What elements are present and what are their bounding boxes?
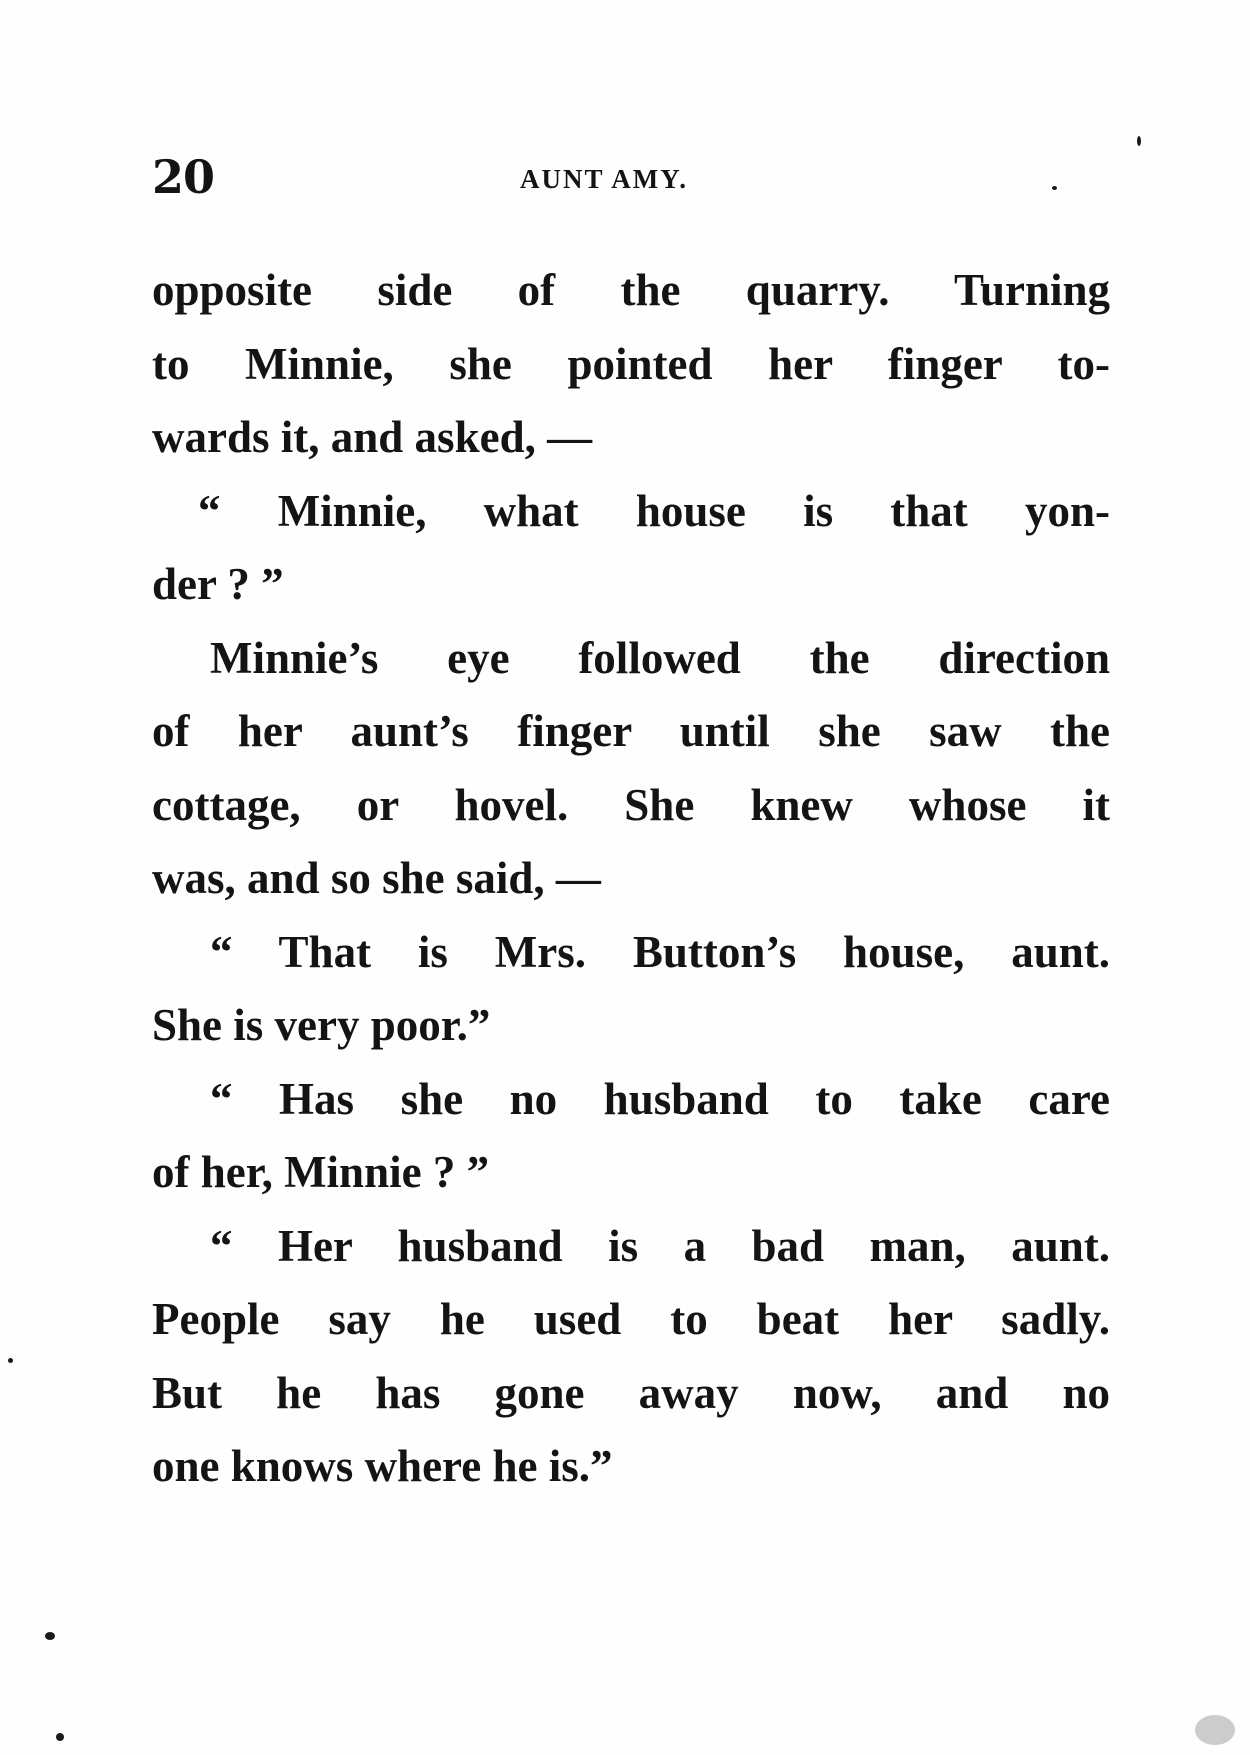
text-line: cottage, or hovel. She knew whose it <box>152 779 1110 830</box>
scan-speck <box>1052 186 1057 190</box>
paragraph-6 <box>152 1210 1110 1504</box>
scan-speck <box>45 1632 55 1640</box>
text-line: to Minnie, she pointed her finger to- <box>152 338 1110 389</box>
text-line: of her, Minnie ? ” <box>152 1147 490 1197</box>
text-line: “ Her husband is a bad man, aunt. <box>210 1220 1110 1271</box>
text-line: der ? ” <box>152 559 284 609</box>
text-line: Minnie’s eye followed the direction <box>210 632 1110 683</box>
paragraph-1 <box>152 254 1110 475</box>
text-line: People say he used to beat her sadly. <box>152 1294 1110 1344</box>
text-line: “ Has she no husband to take care <box>210 1073 1110 1124</box>
scan-speck <box>56 1733 64 1741</box>
paragraph-3 <box>152 622 1110 916</box>
text-line: wards it, and asked, — <box>152 412 593 462</box>
text-line: But he has gone away now, and no <box>152 1367 1110 1418</box>
page-header <box>150 150 1110 210</box>
paragraph-5 <box>152 1063 1110 1210</box>
page-body <box>152 254 1110 1504</box>
scan-speck <box>1137 136 1141 146</box>
paragraph-2 <box>152 475 1110 622</box>
text-line: She is very poor.” <box>152 1000 491 1050</box>
scan-speck <box>8 1358 13 1363</box>
text-line: “ Minnie, what house is that yon- <box>198 485 1110 536</box>
text-line: of her aunt’s finger until she saw the <box>152 706 1110 756</box>
text-line: one knows where he is.” <box>152 1441 613 1491</box>
page-number: 20 <box>152 150 215 204</box>
text-line: opposite side of the quarry. Turning <box>152 265 1110 315</box>
running-head: AUNT AMY. <box>520 164 689 194</box>
paragraph-4 <box>152 916 1110 1063</box>
scan-noise <box>1195 1715 1235 1745</box>
text-line: “ That is Mrs. Button’s house, aunt. <box>210 926 1110 977</box>
text-line: was, and so she said, — <box>152 853 601 903</box>
